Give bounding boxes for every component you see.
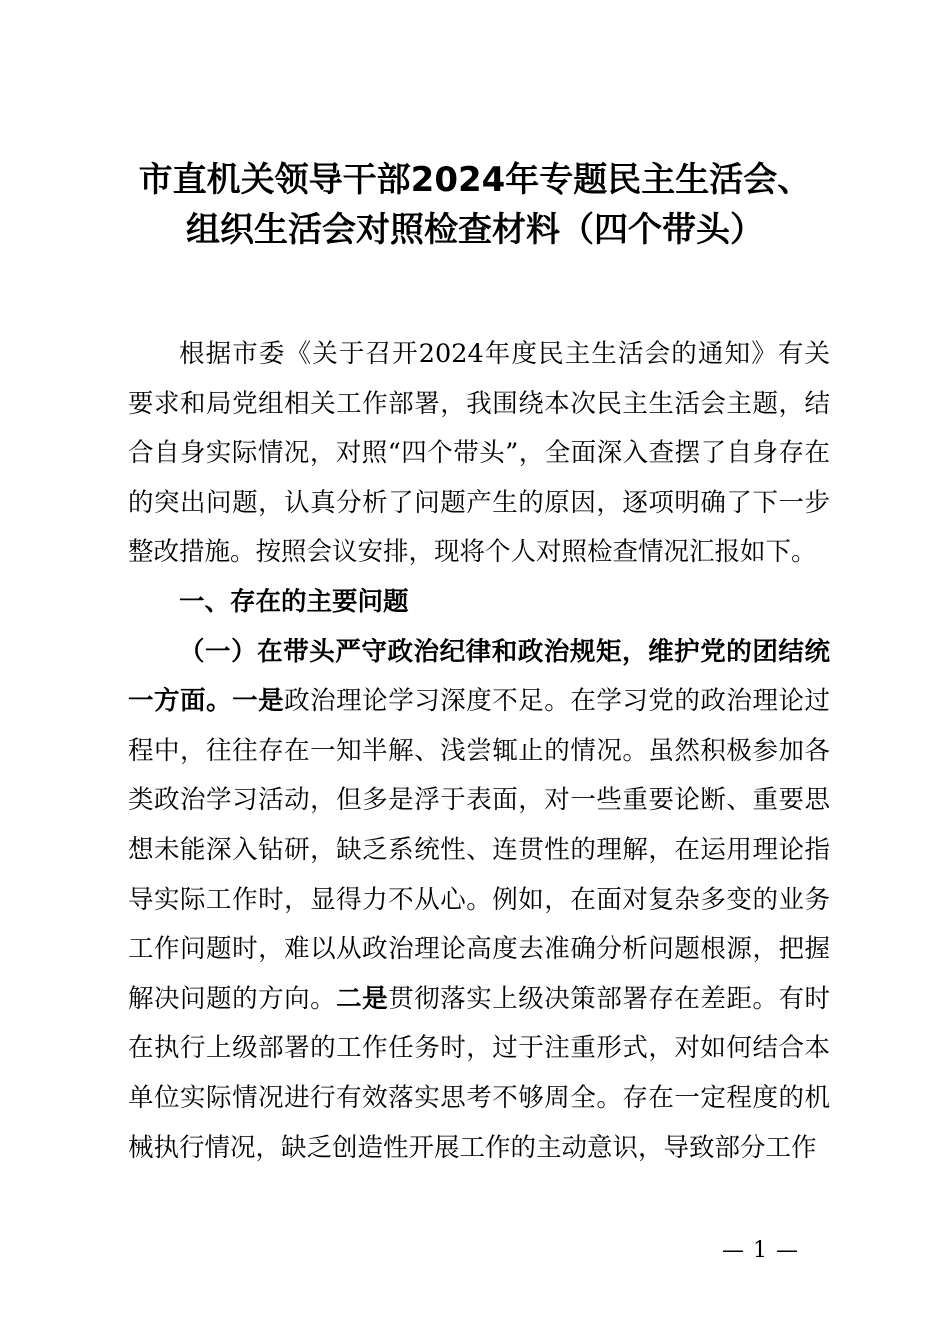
subsection-paragraph [128,628,830,1174]
point-1-text: 政治理论学习深度不足。在学习党的政治理论过程中，往往存在一知半解、浅尝辄止的情况。虽然积极参加各类政治学习活动，但多是浮于表面，对一些重要论断、重要思想未能深入钻研，缺乏系统性、连贯性的理解，在运用理论指导实际工作时，显得力不从心。例如，在面对复杂多变的业务工作问题时，难以从政治理论高度去准确分析问题根源，把握解决问题的方向。 [128,686,830,1014]
title-line-2: 组织生活会对照检查材料（四个带头） [186,210,764,250]
page-number: — 1 — [722,1238,799,1263]
document-body [128,330,830,1173]
point-2-text: 贯彻落实上级决策部署存在差距。有时在执行上级部署的工作任务时，过于注重形式，对如何结合本单位实际情况进行有效落实思考不够周全。存在一定程度的机械执行情况，缺乏创造性开展工作的主动意识，导致部分工作 [128,983,830,1163]
title-line-1: 市直机关领导干部2024年专题民主生活会、 [138,160,812,200]
subsection-heading: （一）在带头严守政治纪律和政治规矩，维护党的团结统一方面。 [128,636,830,717]
document-title [0,155,950,255]
section-heading: 一、存在的主要问题 [179,586,409,617]
point-2-label: 二是 [336,983,389,1014]
intro-paragraph: 根据市委《关于召开2024年度民主生活会的通知》有关要求和局党组相关工作部署，我围绕本次民主生活会主题，结合自身实际情况，对照“四个带头”，全面深入查摆了自身存在的突出问题，认真分析了问题产生的原因，逐项明确了下一步整改措施。按照会议安排，现将个人对照检查情况汇报如下。 [128,339,830,568]
point-1-label: 一是 [232,686,285,717]
page-footer [0,1234,950,1268]
